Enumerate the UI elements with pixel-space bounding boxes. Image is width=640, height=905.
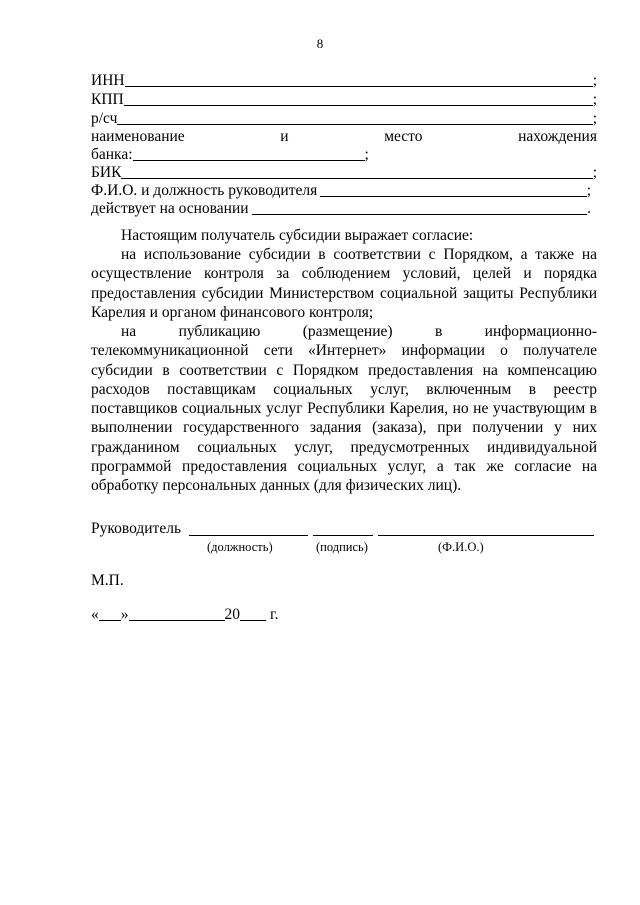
inn-field: [91, 71, 597, 90]
bank-label: банка:: [91, 146, 133, 163]
consent-item-1: на использование субсидии в соответствии с Порядком, а также на осуществление контроля за соблюдением условий, целей и порядка предоставления субсидии Министерством социальной защиты Республики Карелия и органом финансового контроля;: [91, 246, 597, 321]
bank-end: ;: [364, 146, 369, 163]
account-field: [91, 109, 597, 128]
day-input-line[interactable]: [99, 606, 121, 621]
year-suffix: г.: [270, 606, 279, 623]
bik-field: [91, 163, 597, 182]
date-open-quote: «: [91, 606, 99, 623]
director-field: [91, 181, 591, 200]
account-end: ;: [592, 110, 597, 127]
consent-intro: Настоящим получатель субсидии выражает согласие:: [121, 227, 474, 244]
bank-word-1: наименование: [91, 128, 185, 145]
position-line[interactable]: [189, 535, 308, 536]
consent-item-2: на публикацию (размещение) в информационно-телекоммуникационной сети «Интернет» информации о получателе субсидии в соответствии с Порядком предоставления на компенсацию расходов поставщикам социальных услуг, включенным в реестр поставщиков социальных услуг Республики Карелия, но не участвующим в выполнении государственного задания (заказа), при получении у них гражданином социальных услуг, предусмотренных индивидуальной программой предоставления социальных услуг, а так же согласие на обработку персональных данных (для физических лиц).: [91, 323, 597, 495]
bik-end: ;: [592, 164, 597, 181]
year-input-line[interactable]: [240, 606, 266, 621]
inn-label: ИНН: [91, 72, 125, 89]
kpp-field: [91, 90, 597, 109]
name-line[interactable]: [378, 535, 594, 536]
director-end: ;: [586, 182, 591, 199]
inn-end: ;: [592, 72, 597, 89]
basis-end: .: [587, 200, 591, 217]
director-label: Ф.И.О. и должность руководителя: [91, 182, 318, 199]
month-input-line[interactable]: [129, 606, 225, 621]
bank-field: [91, 145, 381, 164]
year-prefix: 20: [224, 606, 240, 623]
kpp-end: ;: [592, 91, 597, 108]
signature-line[interactable]: [313, 535, 373, 536]
bik-label: БИК: [91, 164, 122, 181]
signature-label: Руководитель: [91, 520, 182, 537]
account-input-line[interactable]: [117, 110, 592, 125]
bank-name-heading: [91, 127, 597, 146]
account-label: р/сч: [91, 110, 118, 127]
bank-word-2: и: [280, 128, 289, 145]
inn-input-line[interactable]: [125, 72, 593, 87]
date-close-quote: »: [120, 606, 129, 623]
kpp-label: КПП: [91, 91, 124, 108]
bank-input-line[interactable]: [133, 146, 365, 161]
bank-word-3: место: [384, 128, 423, 145]
signature-caption: (подпись): [316, 540, 368, 554]
bik-input-line[interactable]: [121, 164, 592, 179]
director-input-line[interactable]: [320, 182, 586, 197]
stamp-label: М.П.: [91, 572, 124, 589]
basis-field: [91, 199, 591, 218]
position-caption: (должность): [207, 540, 273, 554]
page-number: 8: [316, 36, 324, 51]
date-field: [91, 605, 278, 624]
basis-label: действует на основании: [91, 200, 249, 217]
kpp-input-line[interactable]: [124, 91, 593, 106]
bank-word-4: нахождения: [518, 128, 597, 145]
basis-input-line[interactable]: [252, 200, 588, 215]
name-caption: (Ф.И.О.): [438, 540, 484, 554]
